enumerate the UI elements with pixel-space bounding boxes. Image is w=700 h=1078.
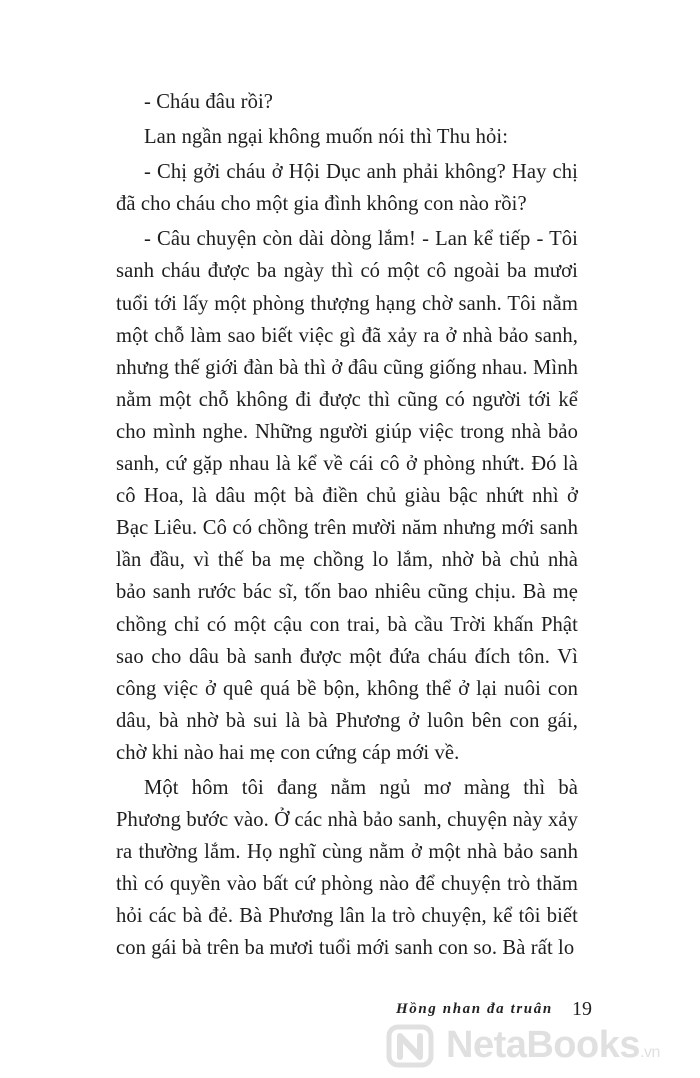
watermark-suffix: .vn (640, 1044, 660, 1061)
text-line: nhưng thế giới đàn bà thì ở đâu cũng giống nhau. Mình (116, 356, 578, 379)
watermark (386, 1018, 700, 1078)
paragraph (116, 86, 578, 118)
text-line: tuổi tới lấy một phòng thượng hạng chờ sanh. Tôi nằm (116, 292, 578, 315)
text-line: cho mình nghe. Những người giúp việc trong nhà bảo (116, 420, 578, 443)
text-line: Một hôm tôi đang nằm ngủ mơ màng thì bà (144, 776, 578, 799)
text-line: hỏi các bà đẻ. Bà Phương lân la trò chuyện, kể tôi biết (116, 905, 578, 928)
text-line: Phương bước vào. Ở các nhà bảo sanh, chuyện này xảy (116, 809, 578, 832)
text-line: một chỗ làm sao biết việc gì đã xảy ra ở nhà bảo sanh, (116, 324, 578, 347)
watermark-brand: NetaBooks (446, 1024, 640, 1066)
text-line: - Câu chuyện còn dài dòng lắm! - Lan kể tiếp - Tôi (144, 228, 578, 251)
running-title: Hồng nhan đa truân (396, 1001, 553, 1017)
paragraph (116, 223, 578, 769)
text-line: chồng chỉ có một cậu con trai, bà cầu Trời khấn Phật (116, 613, 578, 636)
text-line: cô Hoa, là dâu một bà điền chủ giàu bậc nhứt nhì ở (116, 485, 578, 508)
paragraph (116, 772, 578, 965)
text-line: ra thường lắm. Họ nghĩ cùng nằm ở một nhà bảo sanh (116, 841, 578, 864)
text-line: đã cho cháu cho một gia đình không con nào rồi? (116, 193, 527, 216)
text-line: lần đầu, vì thế ba mẹ chồng lo lắm, nhờ bà chủ nhà (116, 549, 578, 572)
text-line: con gái bà trên ba mươi tuổi mới sanh con so. Bà rất lo (116, 937, 575, 960)
text-line: công việc ở quê quá bề bộn, không thể ở lại nuôi con (116, 677, 578, 700)
text-line: chờ khi nào hai mẹ con cứng cáp mới về. (116, 741, 460, 764)
text-line: dâu, bà nhờ bà sui là bà Phương ở luôn bên con gái, (116, 709, 578, 732)
netabooks-logo-icon (386, 1024, 438, 1068)
watermark-text (446, 1024, 660, 1067)
text-line: sao cho dâu bà sanh được một đứa cháu đích tôn. Vì (116, 645, 578, 668)
paragraph (116, 121, 578, 153)
text-line: sanh, cứ gặp nhau là kể về cái cô ở phòng nhứt. Đó là (116, 453, 578, 476)
text-line: - Cháu đâu rồi? (144, 91, 274, 113)
text-line: thì có quyền vào bất cứ phòng nào để chuyện trò thăm (116, 873, 578, 896)
text-line: nằm một chỗ không đi được thì cũng có người tới kể (116, 388, 578, 411)
paragraph (116, 156, 578, 220)
text-line: Bạc Liêu. Cô có chồng trên mười năm nhưng mới sanh (116, 517, 578, 540)
text-line: sanh cháu được ba ngày thì có một cô ngoài ba mươi (116, 260, 578, 283)
page-number: 19 (572, 998, 592, 1020)
text-line: - Chị gởi cháu ở Hội Dục anh phải không? Hay chị (144, 161, 578, 184)
page-body-text (116, 86, 578, 968)
text-line: Lan ngần ngại không muốn nói thì Thu hỏi: (144, 126, 509, 149)
text-line: bảo sanh rước bác sĩ, tốn bao nhiêu cũng chịu. Bà mẹ (116, 581, 578, 604)
